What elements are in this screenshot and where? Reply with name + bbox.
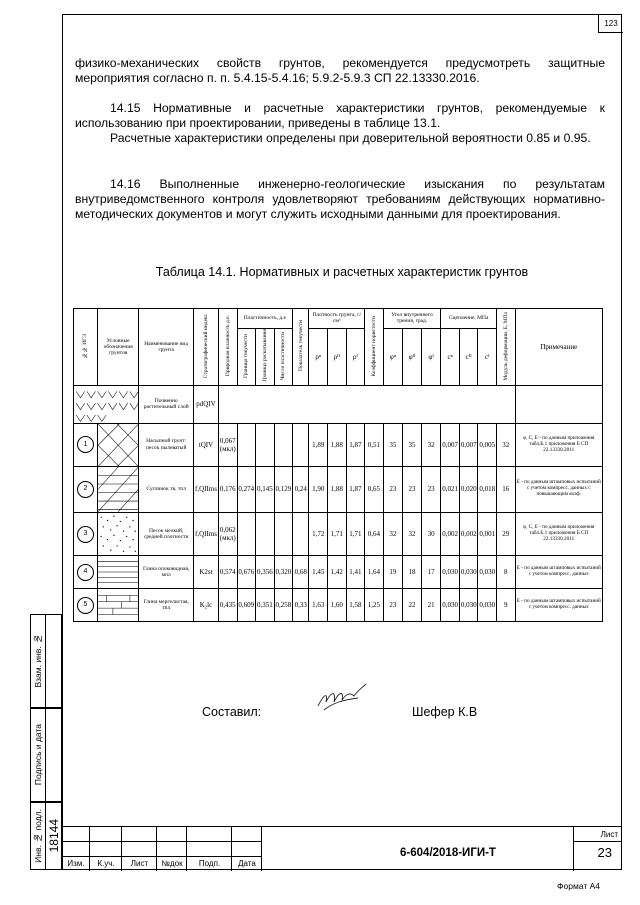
- fill-soil-pattern: [98, 424, 138, 467]
- angle-ii-value: 18: [403, 556, 422, 589]
- inv-replace-label: Взам. инв. №: [32, 634, 43, 688]
- header-porosity: Коэффициент пористости: [370, 315, 377, 377]
- header-ige: №№ ИГЭ: [82, 333, 89, 358]
- ige-marker: 4: [77, 564, 94, 581]
- wl-value: [237, 512, 256, 556]
- cohesion-ii-value: 0,002: [459, 512, 478, 556]
- cohesion-n-value: 0,030: [441, 556, 460, 589]
- paragraph-4: 14.16 Выполненные инженерно-геологические изыскания по результатам внутриведомственного контроля удовлетворяют требованиям действующих нормативно-методических документов и могут служить исходными данными для проектирования.: [75, 177, 605, 221]
- angle-i-value: 17: [421, 556, 441, 589]
- angle-ii-value: 32: [403, 512, 422, 556]
- moisture-value: 0,435: [219, 589, 238, 622]
- moisture-value: 0,067 (мкл): [219, 423, 238, 467]
- ige-marker: 3: [77, 526, 94, 543]
- loam-pattern: [98, 467, 138, 512]
- il-value: 0,24: [293, 467, 309, 513]
- wl-value: [237, 423, 256, 467]
- paragraph-2: 14.15 Нормативные и расчетные характеристики грунтов, рекомендуемые к использованию при проектировании, приведены в таблице 13.1.: [75, 101, 605, 130]
- soil-name: Глина опоковидная, мпл: [139, 556, 194, 589]
- stamp-podp: Подп.: [198, 859, 221, 868]
- author-name: Шефер К.В: [412, 705, 478, 719]
- cohesion-i-value: 0,001: [478, 512, 497, 556]
- header-density-ii: ρᴵᴵ: [333, 352, 340, 361]
- header-index: Стратиграфический индекс: [202, 313, 209, 378]
- ige-marker: 1: [77, 436, 94, 453]
- wp-value: 0,145: [256, 467, 275, 513]
- soil-layer-index: pdQIV: [196, 400, 216, 409]
- header-angle-n: φⁿ: [389, 352, 397, 361]
- header-plasticity: Пластичность, д.е: [243, 315, 286, 322]
- paragraph-3: Расчетные характеристики определены при доверительной вероятности 0.85 и 0.95.: [110, 131, 591, 145]
- header-cohesion-ii: cᴵᴵ: [465, 352, 472, 361]
- header-pl-wl: Граница текучести: [243, 333, 250, 378]
- table-header-row: [74, 309, 603, 329]
- moisture-value: 0,062 (мкл): [219, 512, 238, 556]
- stamp-list: Лист: [130, 859, 149, 868]
- header-density: Плотность грунта, г/см³: [312, 311, 361, 325]
- wp-value: 0,356: [256, 556, 275, 589]
- inv-orig-label: Инв. № подл.: [32, 809, 43, 863]
- header-moisture: Природная влажность д.е.: [224, 315, 231, 377]
- porosity-value: 0,51: [365, 423, 384, 467]
- cohesion-n-value: 0,030: [441, 589, 460, 622]
- wp-value: [256, 512, 275, 556]
- page-number: 123: [598, 14, 623, 33]
- angle-n-value: 32: [383, 512, 403, 556]
- il-value: 0,68: [293, 556, 309, 589]
- strat-index: tQIV: [193, 423, 218, 467]
- header-consistency: Показатель текучести: [297, 320, 304, 372]
- table-row: [74, 589, 603, 622]
- density-n-value: 1,63: [309, 589, 328, 622]
- header-angle-i: φᴵ: [428, 352, 434, 361]
- modulus-value: 32: [496, 423, 515, 467]
- porosity-value: 0,65: [365, 467, 384, 513]
- row-note: Е - по данным штамповых испытаний с учетом компресс. данных с повышающим коэф.: [515, 467, 602, 513]
- cohesion-i-value: 0,018: [478, 467, 497, 513]
- header-legend: Условные обозначения грунтов: [103, 337, 133, 357]
- ip-value: [274, 423, 293, 467]
- table-caption: Таблица 14.1. Нормативных и расчетных характеристик грунтов: [155, 265, 529, 279]
- angle-n-value: 23: [383, 467, 403, 513]
- sand-pattern: [98, 513, 138, 556]
- wl-value: 0,609: [237, 589, 256, 622]
- il-value: [293, 423, 309, 467]
- table-row: [74, 467, 603, 513]
- ip-value: [274, 512, 293, 556]
- density-i-value: 1,58: [346, 589, 365, 622]
- il-value: [293, 512, 309, 556]
- paragraph-1: физико-механических свойств грунтов, рекомендуется предусмотреть защитные мероприятия согласно п. п. 5.4.15-5.4.16; 5.9.2-5.9.3 СП 22.13330.2016.: [75, 56, 605, 85]
- modulus-value: 8: [496, 556, 515, 589]
- header-cohesion-n: cⁿ: [447, 352, 453, 361]
- cohesion-n-value: 0,002: [441, 512, 460, 556]
- table-row-soil-layer: [74, 386, 603, 424]
- cohesion-ii-value: 0,030: [459, 556, 478, 589]
- il-value: 0,33: [293, 589, 309, 622]
- marl-clay-pattern: [98, 589, 138, 621]
- cohesion-ii-value: 0,020: [459, 467, 478, 513]
- header-angle: Угол внутреннего трения, град.: [391, 311, 433, 325]
- header-name: Наименование вид грунта: [144, 340, 189, 353]
- header-note: Примечание: [540, 342, 578, 351]
- density-n-value: 1,45: [309, 556, 328, 589]
- soil-name: Глина мергелистая, тпл: [139, 589, 194, 622]
- row-note: φ, С, Е - по данным приложения табл.Б.1 приложения Б СП 22.13330.2011: [515, 512, 602, 556]
- strat-index: K₂lc: [193, 589, 218, 622]
- document-code: 6-604/2018-ИГИ-Т: [400, 847, 496, 859]
- cohesion-i-value: 0,030: [478, 556, 497, 589]
- side-stamp-divider: [45, 614, 46, 870]
- header-modulus: Модуль деформации, E, МПа: [502, 311, 509, 381]
- ige-marker: 2: [77, 481, 94, 498]
- angle-i-value: 30: [421, 512, 441, 556]
- row-note: Е - по данным штамповых испытаний с учетом компресс. данных: [515, 556, 602, 589]
- cohesion-n-value: 0,007: [441, 423, 460, 467]
- density-ii-value: 1,60: [328, 589, 347, 622]
- sheet-number: 23: [597, 845, 612, 860]
- porosity-value: 0,64: [365, 512, 384, 556]
- modulus-value: 9: [496, 589, 515, 622]
- header-density-n: ρⁿ: [315, 352, 322, 361]
- cohesion-i-value: 0,030: [478, 589, 497, 622]
- sign-date-label: Подпись и дата: [32, 724, 43, 786]
- modulus-value: 16: [496, 467, 515, 513]
- header-density-i: ρᴵ: [352, 352, 358, 361]
- soil-name: Насыпной грунт: песок пылеватый: [139, 423, 194, 467]
- handwritten-signature: [314, 680, 374, 720]
- strat-index: K2st: [193, 556, 218, 589]
- moisture-value: 0,176: [219, 467, 238, 513]
- soil-properties-table: [73, 308, 603, 622]
- porosity-value: 1,64: [365, 556, 384, 589]
- wl-value: 0,274: [237, 467, 256, 513]
- density-n-value: 1,90: [309, 467, 328, 513]
- ip-value: 0,129: [274, 467, 293, 513]
- strat-index: f,QIIms: [193, 512, 218, 556]
- stamp-izm: Изм.: [67, 859, 85, 868]
- row-note: φ, С, Е - по данным приложения табл.Б.1 приложения Б СП 22.13330.2011: [515, 423, 602, 467]
- density-n-value: 1,72: [309, 512, 328, 556]
- header-pl-wp: Граница раскатывания: [261, 329, 268, 382]
- angle-n-value: 19: [383, 556, 403, 589]
- moisture-value: 0,574: [219, 556, 238, 589]
- ip-value: 0,320: [274, 556, 293, 589]
- ip-value: 0,258: [274, 589, 293, 622]
- table-row: [74, 512, 603, 556]
- density-i-value: 1,41: [346, 556, 365, 589]
- density-ii-value: 1,88: [328, 467, 347, 513]
- density-ii-value: 1,71: [328, 512, 347, 556]
- soil-layer-name: Почвенно растительный слой: [143, 397, 189, 411]
- angle-n-value: 35: [383, 423, 403, 467]
- cohesion-ii-value: 0,030: [459, 589, 478, 622]
- modulus-value: 29: [496, 512, 515, 556]
- angle-ii-value: 35: [403, 423, 422, 467]
- header-pl-ip: Число пластичности: [280, 331, 287, 380]
- strat-index: f,QIIms: [193, 467, 218, 513]
- angle-ii-value: 23: [403, 467, 422, 513]
- soil-layer-pattern: [74, 386, 138, 423]
- stamp-kuch: К.уч.: [97, 859, 115, 868]
- cohesion-ii-value: 0,007: [459, 423, 478, 467]
- header-cohesion: Сцепление, МПа: [448, 315, 489, 322]
- row-note: Е - по данным штамповых испытаний с учетом компресс. данных: [515, 589, 602, 622]
- angle-ii-value: 22: [403, 589, 422, 622]
- header-cohesion-i: cᴵ: [484, 352, 490, 361]
- angle-i-value: 21: [421, 589, 441, 622]
- table-row: [74, 556, 603, 589]
- stamp-data: Дата: [238, 859, 256, 868]
- density-i-value: 1,87: [346, 423, 365, 467]
- clay-pattern: [98, 556, 138, 588]
- stamp-line: [574, 841, 622, 842]
- angle-i-value: 23: [421, 467, 441, 513]
- density-i-value: 1,87: [346, 467, 365, 513]
- density-n-value: 1,89: [309, 423, 328, 467]
- density-i-value: 1,71: [346, 512, 365, 556]
- soil-name: Суглинок тв, тпл: [139, 467, 194, 513]
- cohesion-n-value: 0,021: [441, 467, 460, 513]
- sheet-label: Лист: [600, 830, 618, 839]
- stamp-ndok: №док: [161, 859, 183, 868]
- cohesion-i-value: 0,005: [478, 423, 497, 467]
- angle-i-value: 32: [421, 423, 441, 467]
- porosity-value: 1,25: [365, 589, 384, 622]
- header-angle-ii: φᴵᴵ: [408, 352, 416, 361]
- density-ii-value: 1,42: [328, 556, 347, 589]
- wp-value: 0,351: [256, 589, 275, 622]
- title-block: [62, 826, 622, 871]
- paper-format: Формат А4: [557, 881, 600, 891]
- density-ii-value: 1,88: [328, 423, 347, 467]
- compiled-by-label: Составил:: [202, 705, 262, 719]
- wl-value: 0,676: [237, 556, 256, 589]
- table-row: [74, 423, 603, 467]
- soil-name: Песок мелкий, средней плотности: [139, 512, 194, 556]
- angle-n-value: 23: [383, 589, 403, 622]
- wp-value: [256, 423, 275, 467]
- inv-orig-value: 18144: [46, 819, 61, 853]
- ige-marker: 5: [77, 597, 94, 614]
